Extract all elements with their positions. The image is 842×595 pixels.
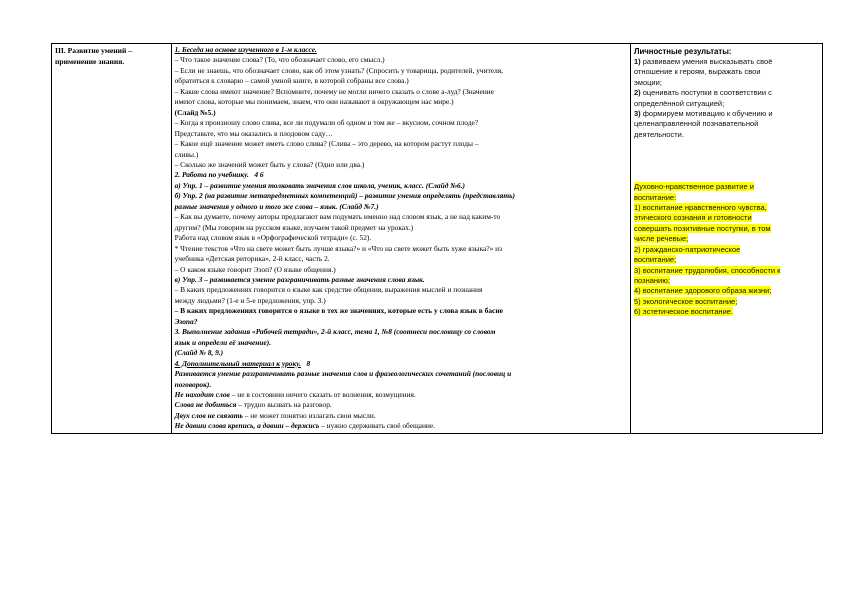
stage-cell [52, 44, 172, 434]
section-heading: язык и определи её значение). [174, 337, 272, 347]
text-line: – Как вы думаете, почему авторы предлагают вам подумать именно над словом язык, а не над каким-то [174, 212, 501, 222]
section-pages: 8 [306, 358, 311, 368]
text-line: поговорок). [174, 379, 212, 389]
phrase-key: Двух слов не связать [174, 410, 243, 420]
section-heading: 3. Выполнение задания «Рабочей тетради», 2-й класс, тема 1, №8 (соотнеси пословицу со словом [174, 327, 496, 337]
spacer [634, 140, 819, 182]
text-line: – В каких предложениях говорится о языке в тех же значениях, которые есть у слова язык в басне [174, 306, 503, 316]
phrase-key: Слова не добиться [174, 400, 237, 410]
upbringing-line: 3) воспитание трудолюбия, способности к [633, 265, 781, 275]
phrase-meaning: – трудно вызвать на разговор. [236, 400, 332, 410]
phrase-line [175, 390, 627, 400]
section-heading-row [175, 359, 627, 369]
result-text: деятельности. [633, 129, 684, 139]
slide-ref: (Слайд № 8, 9.) [174, 348, 224, 358]
exercise-line: а) Упр. 1 – развитие умения толковать значения слов школа, ученик, класс. (Слайд №6.) [174, 180, 466, 190]
results-cell [630, 44, 822, 434]
phrase-key: Не находит слов [174, 389, 230, 399]
upbringing-line: 6) эстетическое воспитание. [633, 307, 734, 317]
text-line: обратиться к словарю – самой умной книге, в которой собраны все слова.) [174, 76, 409, 86]
text-line: между людьми? (1-е и 5-е предложения, упр. 3.) [174, 295, 326, 305]
section-heading: 1. Беседа на основе изученного в 1-м классе. [174, 45, 317, 54]
result-text: развиваем умения высказывать своё [640, 57, 773, 66]
phrase-meaning: – не в состоянии ничего сказать от волнения, возмущения. [229, 389, 416, 399]
upbringing-line: познанию; [633, 275, 670, 285]
list-number: 1) [633, 57, 641, 66]
section-pages: 4 6 [254, 170, 264, 180]
text-line: – Когда я произношу слово слива, все ли подумали об одном и том же – вкусном, сочном плоде? [174, 118, 479, 128]
phrase-line [175, 400, 627, 410]
text-line: * Чтение текстов «Что на свете может быть лучше языка?» и «Что на свете может быть хуже языка?» из [174, 243, 503, 253]
text-line: – Какие слова имеют значение? Вспомните, почему не могли ничего сказать о слове а-луд? (Значение [174, 86, 494, 96]
text-line: учебника «Детская риторика», 2-й класс, часть 2. [174, 254, 330, 264]
text-line: Развивается умение разграничивать разные значения слов и фразеологических сочетаний (пословиц и [174, 369, 512, 379]
text-line: – Какое ещё значение может иметь слово слива? (Слива – это дерево, на котором растут плоды – [174, 139, 479, 149]
text-line: сливы.) [174, 149, 199, 159]
upbringing-line: 5) экологическое воспитание; [633, 296, 738, 306]
upbringing-line: совершать позитивные поступки, в том [633, 223, 771, 233]
phrase-line [175, 421, 627, 431]
upbringing-line: этического сознания и готовности [633, 213, 752, 223]
text-line: – В каких предложениях говорится о языке как средстве общения, выражения мыслей и познания [174, 285, 483, 295]
list-number: 3) [633, 109, 641, 119]
result-text: эмоции; [633, 77, 662, 87]
slide-ref: (Слайд №5.) [174, 107, 216, 117]
section-heading: 2. Работа по учебнику. [174, 170, 249, 180]
stage-title-line: применение знания. [55, 57, 125, 67]
text-line: Представьте, что мы оказались в плодовом саду… [174, 128, 333, 138]
phrase-meaning: – нужно сдерживать своё обещание. [319, 421, 435, 431]
list-number: 2) [633, 88, 641, 98]
result-text: отношение к героям, выражать свои [633, 67, 761, 77]
content-cell [171, 44, 630, 434]
text-line: – О каком языке говорит Эзоп? (О языке общения.) [174, 264, 336, 274]
text-line: – Если не знаешь, что обозначает слово, как об этом узнать? (Спросить у товарища, родителей, учителя, [174, 65, 504, 75]
upbringing-line: Духовно-нравственное развитие и [633, 182, 754, 192]
text-line: другим? (Мы говорим на русском языке, изучаем такой предмет на уроках.) [174, 222, 414, 232]
table-row [52, 44, 823, 434]
stage-title-line: III. Развитие умений – [55, 46, 133, 55]
result-text: определённой ситуацией; [633, 98, 725, 108]
exercise-line: разные значения у одного и того же слова – язык. (Слайд №7.) [174, 201, 379, 211]
results-title: Личностные результаты: [633, 47, 732, 56]
upbringing-line: воспитание; [633, 255, 677, 265]
section-heading: 4. Дополнительный материал к уроку. [174, 358, 301, 368]
text-line: имеют слова, которые мы понимаем, знаем, что они называют в окружающем нас мире.) [174, 97, 454, 107]
phrase-line [175, 411, 627, 421]
upbringing-line: 1) воспитание нравственного чувства, [633, 203, 767, 213]
upbringing-line: воспитание: [633, 192, 677, 202]
upbringing-line: 2) гражданско-патриотическое [633, 244, 741, 254]
exercise-line: в) Упр. 3 – развивается умение разграничивать разные значения слова язык. [174, 274, 425, 284]
text-line: Работа над словом язык в «Орфографической тетради» (с. 52). [174, 233, 372, 243]
phrase-key: Не давши слова крепись, а давши – держись [174, 421, 320, 431]
exercise-line: б) Упр. 2 (на развитие метапредметных компетенций) – развитие умения определять (представлять) [174, 191, 516, 201]
result-text: целенаправленной познавательной [633, 119, 759, 129]
text-line: – Что такое значение слова? (То, что обозначает слово, его смысл.) [174, 55, 385, 65]
text-line: – Сколько же значений может быть у слова? (Одно или два.) [174, 159, 365, 169]
upbringing-line: 4) воспитание здорового образа жизни; [633, 286, 772, 296]
section-heading-row [175, 170, 627, 180]
result-text: формируем мотивацию к обучению и [640, 109, 773, 119]
text-line: Эзопа? [174, 316, 198, 326]
upbringing-line: числе речевые; [633, 234, 689, 244]
lesson-plan-table [51, 43, 823, 434]
result-text: оценивать поступки в соответствии с [640, 88, 772, 98]
phrase-meaning: – не может понятно излагать свои мысли. [242, 410, 376, 420]
